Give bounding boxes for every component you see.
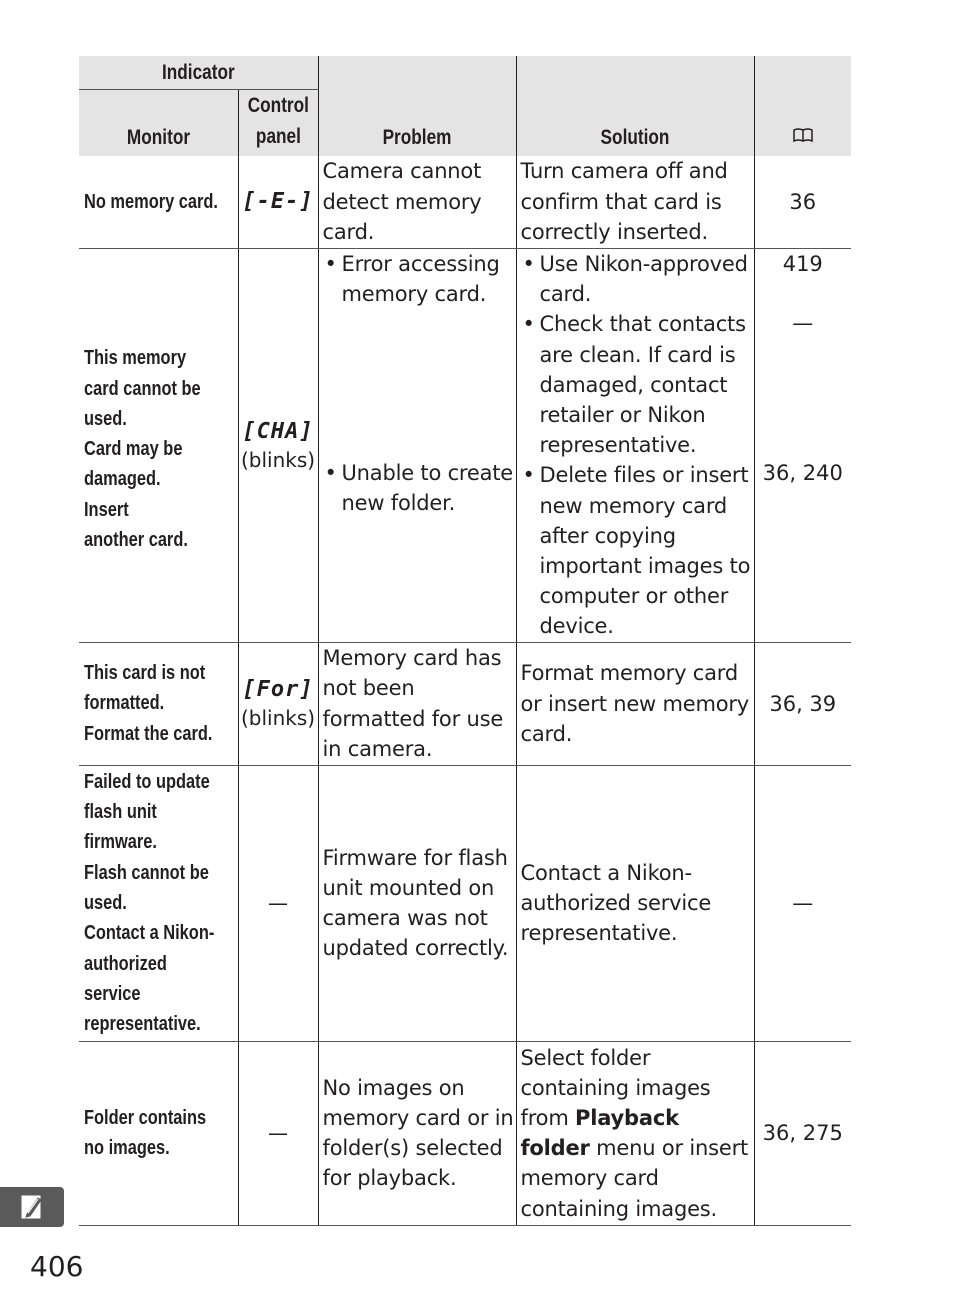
solution-header: Solution: [516, 56, 754, 156]
table-row: [79, 156, 851, 249]
monitor-message: This memory card cannot be used. Card may be damaged. Insert another card.: [79, 249, 238, 643]
problem-header: Problem: [318, 56, 516, 156]
table-row: [79, 249, 851, 643]
error-messages-table: [79, 56, 851, 1226]
page-number: 406: [30, 1250, 84, 1283]
page-reference: 36: [754, 156, 851, 249]
control-panel-indicator: —: [238, 1041, 318, 1225]
monitor-header: Monitor: [79, 89, 238, 156]
monitor-message: This card is not formatted. Format the card.: [79, 642, 238, 765]
indicator-header: Indicator: [79, 56, 318, 89]
table-row: [79, 1041, 851, 1225]
book-icon: [792, 127, 814, 143]
blinks-note: (blinks): [240, 706, 316, 731]
control-panel-indicator: [CHA] (blinks): [238, 249, 318, 643]
list-item: • Check that contacts are clean. If card is damaged, contact retailer or Nikon representative.: [521, 309, 752, 460]
table-row: [79, 642, 851, 765]
monitor-message: No memory card.: [79, 156, 238, 249]
monitor-message: Failed to update flash unit firmware. Flash cannot be used. Contact a Nikon- authorized service representative.: [79, 765, 238, 1041]
problem-text: [318, 249, 516, 643]
page-ref-3: 36, 240: [762, 461, 843, 485]
page-reference: 36, 39: [754, 642, 851, 765]
table-row: [79, 765, 851, 1041]
solution-text: Contact a Nikon-authorized service representative.: [516, 765, 754, 1041]
page-reference: [754, 249, 851, 643]
list-item: • Error accessing memory card.: [323, 249, 514, 458]
section-tab: [0, 1187, 64, 1227]
page-ref-header: [754, 56, 851, 156]
page-reference: —: [754, 765, 851, 1041]
solution-text: Select folder containing images from Playback folder menu or insert memory card containing images.: [516, 1041, 754, 1225]
problem-text: Memory card has not been formatted for use in camera.: [318, 642, 516, 765]
problem-text: No images on memory card or in folder(s) selected for playback.: [318, 1041, 516, 1225]
problem-text: Firmware for flash unit mounted on camera was not updated correctly.: [318, 765, 516, 1041]
list-item: • Use Nikon-approved card.: [521, 249, 752, 309]
control-panel-indicator: [-E-]: [238, 156, 318, 249]
page-ref-2: —: [792, 311, 814, 335]
solution-text: Format memory card or insert new memory card.: [516, 642, 754, 765]
page-ref-1: 419: [782, 252, 823, 276]
problem-text: Camera cannot detect memory card.: [318, 156, 516, 249]
solution-text: [516, 249, 754, 643]
monitor-message: Folder contains no images.: [79, 1041, 238, 1225]
list-item: • Delete files or insert new memory card after copying important images to computer or other device.: [521, 460, 752, 641]
blinks-note: (blinks): [240, 447, 316, 472]
pencil-icon: [19, 1192, 45, 1222]
solution-text: Turn camera off and confirm that card is correctly inserted.: [516, 156, 754, 249]
list-item: • Unable to create new folder.: [323, 458, 514, 518]
page-reference: 36, 275: [754, 1041, 851, 1225]
playback-folder-menu-name: Playback folder: [520, 1105, 679, 1161]
control-panel-indicator: [For] (blinks): [238, 642, 318, 765]
control-panel-header: Control panel: [238, 89, 318, 156]
control-panel-indicator: —: [238, 765, 318, 1041]
